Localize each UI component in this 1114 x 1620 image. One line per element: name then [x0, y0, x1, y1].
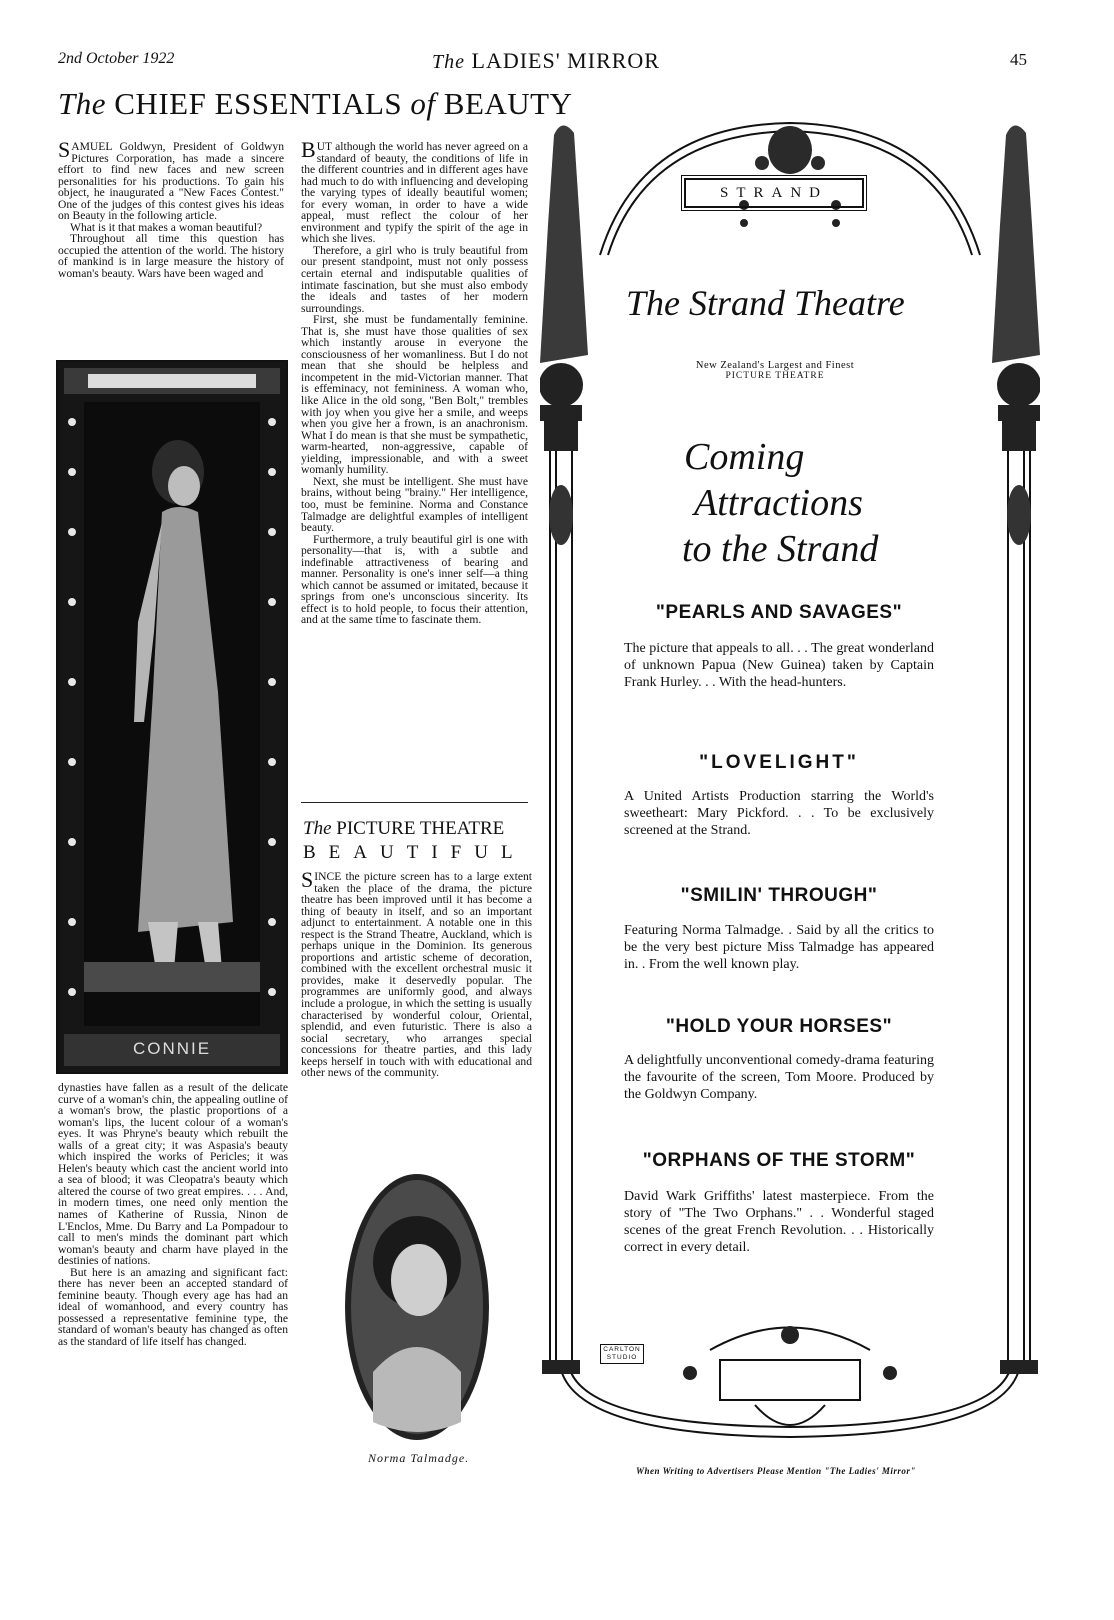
sidebar-rule	[301, 802, 528, 803]
article-col1-top	[58, 137, 284, 281]
connie-photo-art	[58, 362, 286, 1072]
norma-photo	[343, 1172, 491, 1442]
article-col2	[301, 137, 528, 627]
studio-line2: STUDIO	[606, 1354, 638, 1361]
article-title	[58, 86, 572, 122]
article-title-end: BEAUTY	[443, 86, 573, 121]
tagline-line2: PICTURE THEATRE	[725, 371, 825, 381]
film-title: "SMILIN' THROUGH"	[680, 885, 878, 906]
article-col1-bottom	[58, 1082, 288, 1348]
article-title-the: The	[58, 86, 106, 121]
theatre-tagline	[660, 360, 890, 381]
masthead	[432, 48, 660, 74]
norma-caption: Norma Talmadge.	[368, 1451, 470, 1465]
paragraph: What is it that makes a woman beautiful?	[70, 220, 263, 234]
film-title: "HOLD YOUR HORSES"	[665, 1016, 893, 1037]
film-desc: David Wark Griffiths' latest masterpiece. From the story of "The Two Orphans." . . Wonderful staged scenes of the great French Revolution. . . Historically correct in every detail.	[624, 1189, 934, 1255]
sidebar-title	[303, 818, 504, 840]
paragraph	[301, 867, 532, 1080]
article-title-of: of	[410, 86, 436, 121]
paragraph: Furthermore, a truly beautiful girl is one with personality—that is, with a subtle and indefinable attractiveness of bearing and manner. Personality is one's inner self—a thing which cannot be assumed or imitated, because it springs from one's unconscious sincerity. Its effect is to hold people, to focus their attention, and at the same time to fascinate them.	[301, 532, 528, 627]
coming-line3: to the Strand	[682, 528, 879, 570]
paragraph: Therefore, a girl who is truly beautiful from our present standpoint, must not only possess certain eternal and indisputable qualities of intimate fascination, but she must also embody the ideals and tastes of her modern surroundings.	[301, 243, 528, 315]
norma-photo-art	[343, 1172, 491, 1442]
studio-stamp	[600, 1344, 644, 1364]
masthead-prefix: The	[432, 51, 465, 73]
film-desc: A delightfully unconventional comedy-drama featuring the favourite of the screen, Tom Moore. Produced by the Goldwyn Company.	[624, 1053, 934, 1102]
strand-sign: STRAND	[684, 178, 864, 208]
drop-cap: S	[301, 867, 314, 892]
film-title: "PEARLS AND SAVAGES"	[655, 602, 903, 623]
film-desc: The picture that appeals to all. . . The great wonderland of unknown Papua (New Guinea) taken by Captain Frank Hurley. . . With the head-hunters.	[624, 641, 934, 690]
connie-caption: CONNIE	[132, 1039, 212, 1058]
paragraph	[301, 137, 528, 246]
sidebar-title-the: The	[303, 818, 332, 839]
page-number: 45	[1010, 50, 1027, 69]
paragraph-text: INCE the picture screen has to a large extent taken the place of the drama, the picture theatre has been improved until it has become a thing of beauty in itself, and so an important adjunct to entertainment. A notable one in this respect is the Strand Theatre, Auckland, which is perhaps unique in the Dominion. Its generous proportions and artistic scheme of decoration, combined with the excellent orchestral music it provides, make it deservedly popular. The programmes are uniformly good, and always include a prologue, in which the setting is usually characterised by wonderful colour, Oriental, splendid, and even futuristic. There is also a social secretary, who arranges special concessions for theatre parties, and this lady keeps herself in touch with with educational and other news of the community.	[301, 870, 532, 1080]
paragraph: Throughout all time this question has occupied the attention of the world. The history of mankind is in large measure the history of woman's beauty. Wars have been waged and	[58, 232, 284, 281]
paragraph: dynasties have fallen as a result of the delicate curve of a woman's chin, the appealing outline of a woman's brow, the plastic proportions of a woman's lips, the lucent colour of a woman's eyes. It was Phryne's beauty which rebuilt the walls of a great city; it was Aspasia's beauty which inspired the works of Pericles; it was Helen's beauty which cast the ancient world into a sea of blood; it was Cleopatra's beauty which altered the course of two great empires. . . . And, in modern times, one need only mention the names of Katherine of Russia, Ninon de L'Enclos, Mme. Du Barry and La Pompadour to call to men's minds the dominant part which woman's beauty and charm have played in the destinies of nations.	[58, 1081, 288, 1268]
studio-line1: CARLTON	[603, 1346, 641, 1353]
drop-cap: S	[58, 137, 71, 162]
film-desc: Featuring Norma Talmadge. . Said by all the critics to be the very best picture Miss Talmadge has appeared in. . From the well known play.	[624, 923, 934, 972]
paragraph-text: UT although the world has never agreed on a standard of beauty, the conditions of life in the different countries and in different ages have had much to do with influencing and developing the varying types of ideally beautiful women; for every woman, in order to have a wide appeal, must reflect the colour of her environment and typify the spirit of the age in which she lives.	[301, 140, 528, 246]
film-desc: A United Artists Production starring the World's sweetheart: Mary Pickford. . . To be exclusively screened at the Strand.	[624, 789, 934, 838]
paragraph: First, she must be fundamentally feminine. That is, she must have those qualities of sex which instantly arouse in everyone the consciousness of her womanliness. But I do not mean that she should be helpless and incompetent in the mid-Victorian manner. That is effeminacy, not femininess. A woman who, like Alice in the old song, "Ben Bolt," trembles with joy when you give her a smile, and weeps when you give her a frown, is an anachronism. What I do mean is that she must be sympathetic, warm-hearted, non-aggressive, capable of yielding, impressionable, and with a sweet womanly humility.	[301, 313, 528, 477]
paragraph: Next, she must be intelligent. She must have brains, without being "brainy." Her intelligence, too, must be feminine. Norma and Constance Talmadge are delightful examples of intelligent beauty.	[301, 474, 528, 535]
connie-photo	[56, 360, 288, 1074]
drop-cap: B	[301, 137, 316, 162]
tagline-line1: New Zealand's Largest and Finest	[695, 360, 855, 371]
article-intro	[58, 137, 284, 223]
theatre-name: The Strand Theatre	[626, 283, 905, 323]
footer-note: When Writing to Advertisers Please Mention "The Ladies' Mirror"	[636, 1466, 916, 1476]
sidebar-title-main: PICTURE THEATRE	[336, 818, 505, 839]
coming-line2: Attractions	[694, 482, 863, 524]
film-title: "LOVELIGHT"	[699, 752, 859, 773]
sidebar-text	[301, 867, 532, 1080]
paragraph: But here is an amazing and significant fact: there has never been an accepted standard of feminine beauty. Though every age has had an ideal of womanhood, and every country has possessed a representative feminine type, the standard of woman's beauty has changed as often as the standard of life itself has changed.	[58, 1265, 288, 1349]
masthead-title: LADIES' MIRROR	[471, 48, 660, 73]
coming-line1: Coming	[684, 436, 805, 478]
film-title: "ORPHANS OF THE STORM"	[642, 1150, 916, 1171]
paragraph: AMUEL Goldwyn, President of Goldwyn Pictures Corporation, has made a sincere effort to find new faces and new screen personalities for his productions. To gain his object, he inaugurated a "New Faces Contest." One of the judges of this contest gives his ideas on Beauty in the following article.	[58, 140, 284, 223]
article-title-main: CHIEF ESSENTIALS	[114, 86, 403, 121]
sidebar-title-line2: BEAUTIFUL	[303, 842, 526, 863]
issue-date: 2nd October 1922	[58, 50, 175, 67]
